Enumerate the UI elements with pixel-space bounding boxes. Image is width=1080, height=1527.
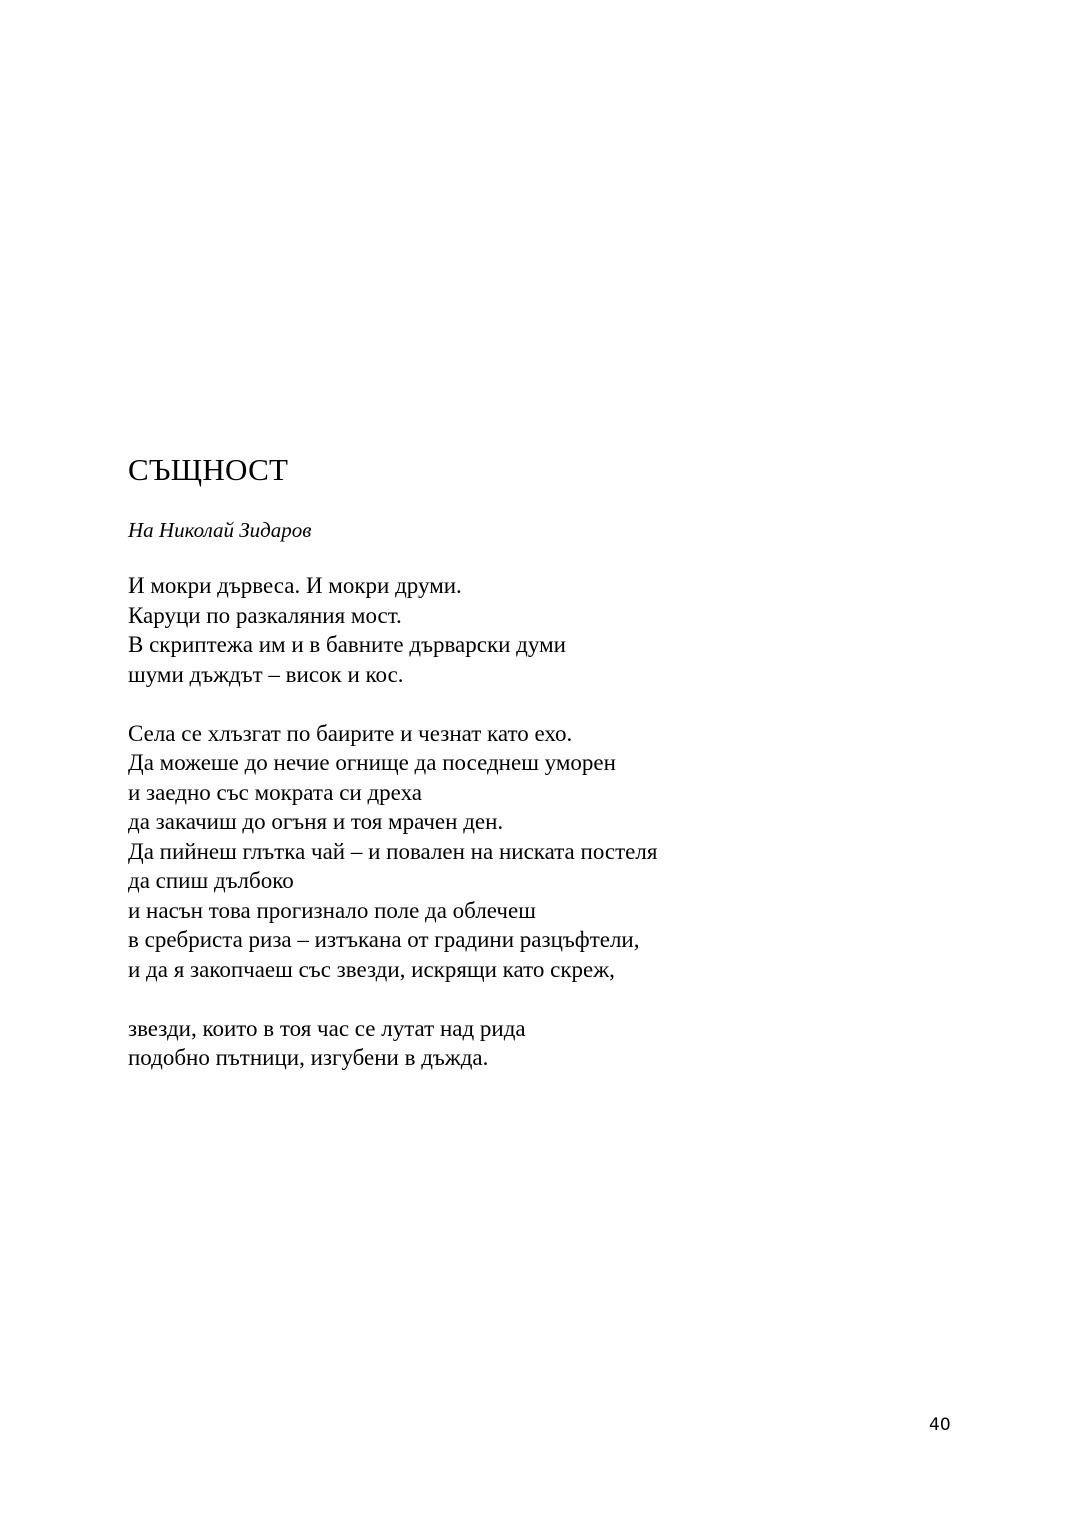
poem-line: В скриптежа им и в бавните дърварски думи bbox=[128, 632, 566, 657]
poem-line: и заедно със мократа си дреха bbox=[128, 779, 422, 805]
poem-line: и да я закопчаеш със звезди, искрящи като скреж, bbox=[128, 956, 615, 982]
stanza-3 bbox=[128, 1014, 988, 1073]
poem-line: Села се хлъзгат по баирите и чезнат като ехо. bbox=[128, 720, 573, 746]
poem-body bbox=[128, 571, 988, 1102]
poem-line: Каруци по разкаляния мост. bbox=[128, 602, 402, 628]
stanza-1 bbox=[128, 571, 988, 689]
poem-line: звезди, които в тоя час се лутат над рида bbox=[128, 1015, 526, 1041]
poem-line: Да пийнеш глътка чай – и повален на ниската постеля bbox=[128, 838, 658, 864]
poem-line: И мокри дървеса. И мокри друми. bbox=[128, 573, 462, 598]
poem-line: да спиш дълбоко bbox=[128, 868, 294, 893]
poem-line: подобно пътници, изгубени в дъжда. bbox=[128, 1045, 489, 1070]
poem-dedication: На Николай Зидаров bbox=[128, 518, 312, 542]
poem-title: СЪЩНОСТ bbox=[128, 452, 289, 487]
poem-line: да закачиш до огъня и тоя мрачен ден. bbox=[128, 809, 504, 834]
page-number: 40 bbox=[929, 1415, 951, 1435]
stanza-2 bbox=[128, 719, 988, 985]
poem-line: в сребриста риза – изтъкана от градини разцъфтели, bbox=[128, 927, 640, 952]
poem-line: Да можеше до нечие огнище да поседнеш уморен bbox=[128, 750, 616, 775]
poem-line: шуми дъждът – висок и кос. bbox=[128, 661, 404, 687]
poem-line: и насън това прогизнало поле да облечеш bbox=[128, 897, 536, 923]
